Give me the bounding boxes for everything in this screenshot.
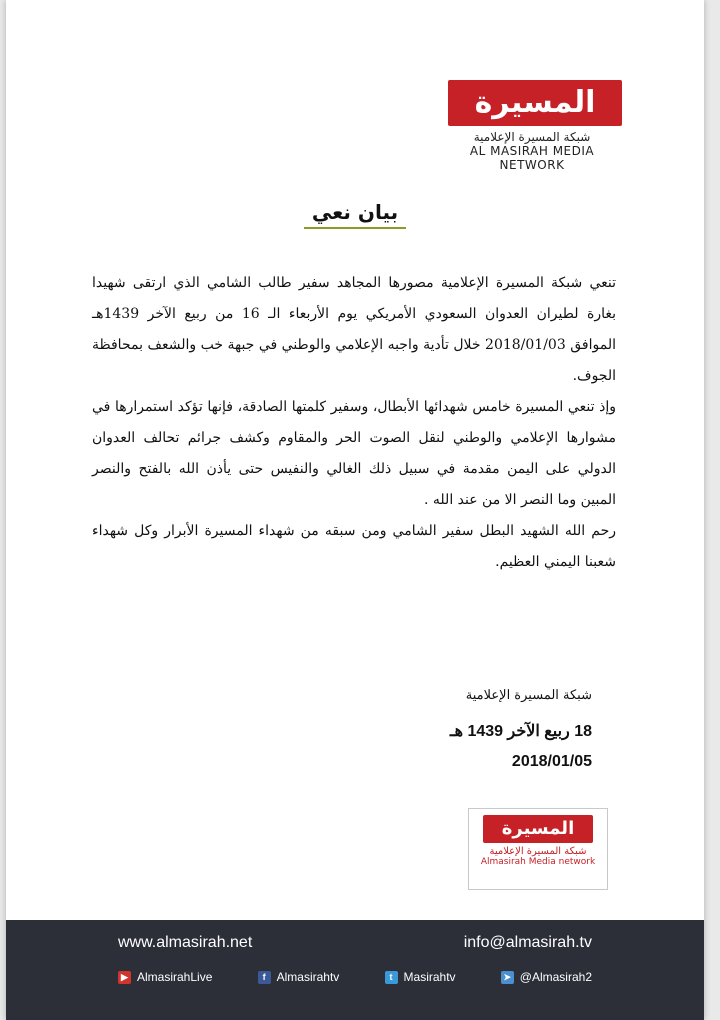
- stamp-subtitle-english: Almasirah Media network: [480, 857, 596, 867]
- social-label: AlmasirahLive: [137, 970, 213, 984]
- logo-stamp: [468, 808, 608, 890]
- youtube-icon: ▶: [118, 971, 131, 984]
- social-label: @Almasirah2: [519, 970, 592, 984]
- telegram-icon: ➤: [501, 971, 514, 984]
- facebook-icon: f: [258, 971, 271, 984]
- footer: [6, 920, 704, 1020]
- hijri-date: 18 ربيع الآخر 1439 هـ: [449, 723, 592, 740]
- paragraph-3: رحم الله الشهيد البطل سفير الشامي ومن سبقه من شهداء المسيرة الأبرار وكل شهداء شعبنا اليمني العظيم.: [92, 523, 616, 570]
- social-label: Masirahtv: [403, 970, 456, 984]
- website-link[interactable]: www.almasirah.net: [118, 934, 253, 951]
- social-facebook[interactable]: [258, 970, 340, 984]
- document-page: [6, 0, 704, 1020]
- statement-body: [92, 268, 616, 578]
- header-logo: [442, 80, 622, 172]
- signatory-name: شبكة المسيرة الإعلامية: [465, 688, 592, 703]
- logo-subtitle-arabic: شبكة المسيرة الإعلامية: [473, 130, 591, 144]
- paragraph-1: تنعي شبكة المسيرة الإعلامية مصورها المجاهد سفير طالب الشامي الذي ارتقى شهيدا بغارة لطيران العدوان السعودي الأمريكي يوم الأربعاء الـ 16 من ربيع الآخر 1439هـ الموافق 2018/01/03 خلال تأدية واجبه الإعلامي والوطني في جبهة خب والشعف بمحافظة الجوف.: [92, 275, 616, 384]
- gregorian-date: 2018/01/05: [511, 753, 592, 770]
- social-telegram[interactable]: [501, 970, 592, 984]
- social-label: Almasirahtv: [276, 970, 340, 984]
- document-title-wrap: [6, 200, 704, 229]
- twitter-icon: t: [385, 971, 398, 984]
- social-links: [118, 970, 592, 984]
- logo-subtitle-english: AL MASIRAH MEDIA NETWORK: [469, 144, 595, 172]
- signature-block: [450, 688, 592, 783]
- social-youtube[interactable]: [118, 970, 212, 984]
- stamp-subtitle-arabic: شبكة المسيرة الإعلامية: [489, 846, 587, 857]
- stamp-logo: المسيرة: [483, 815, 593, 843]
- social-twitter[interactable]: [385, 970, 456, 984]
- masirah-logo: المسيرة: [448, 80, 622, 126]
- paragraph-2: وإذ تنعي المسيرة خامس شهدائها الأبطال، وسفير كلمتها الصادقة، فإنها تؤكد استمرارها في مشوارها الإعلامي والوطني لنقل الصوت الحر والمقاوم وكشف جرائم تحالف العدوان الدولي على اليمن مقدمة في سبيل ذلك الغالي والنفيس حتى يأذن الله بالفتح والنصر المبين وما النصر الا من عند الله .: [92, 399, 616, 508]
- email-link[interactable]: info@almasirah.tv: [463, 934, 592, 951]
- document-title: بيان نعي: [304, 200, 406, 229]
